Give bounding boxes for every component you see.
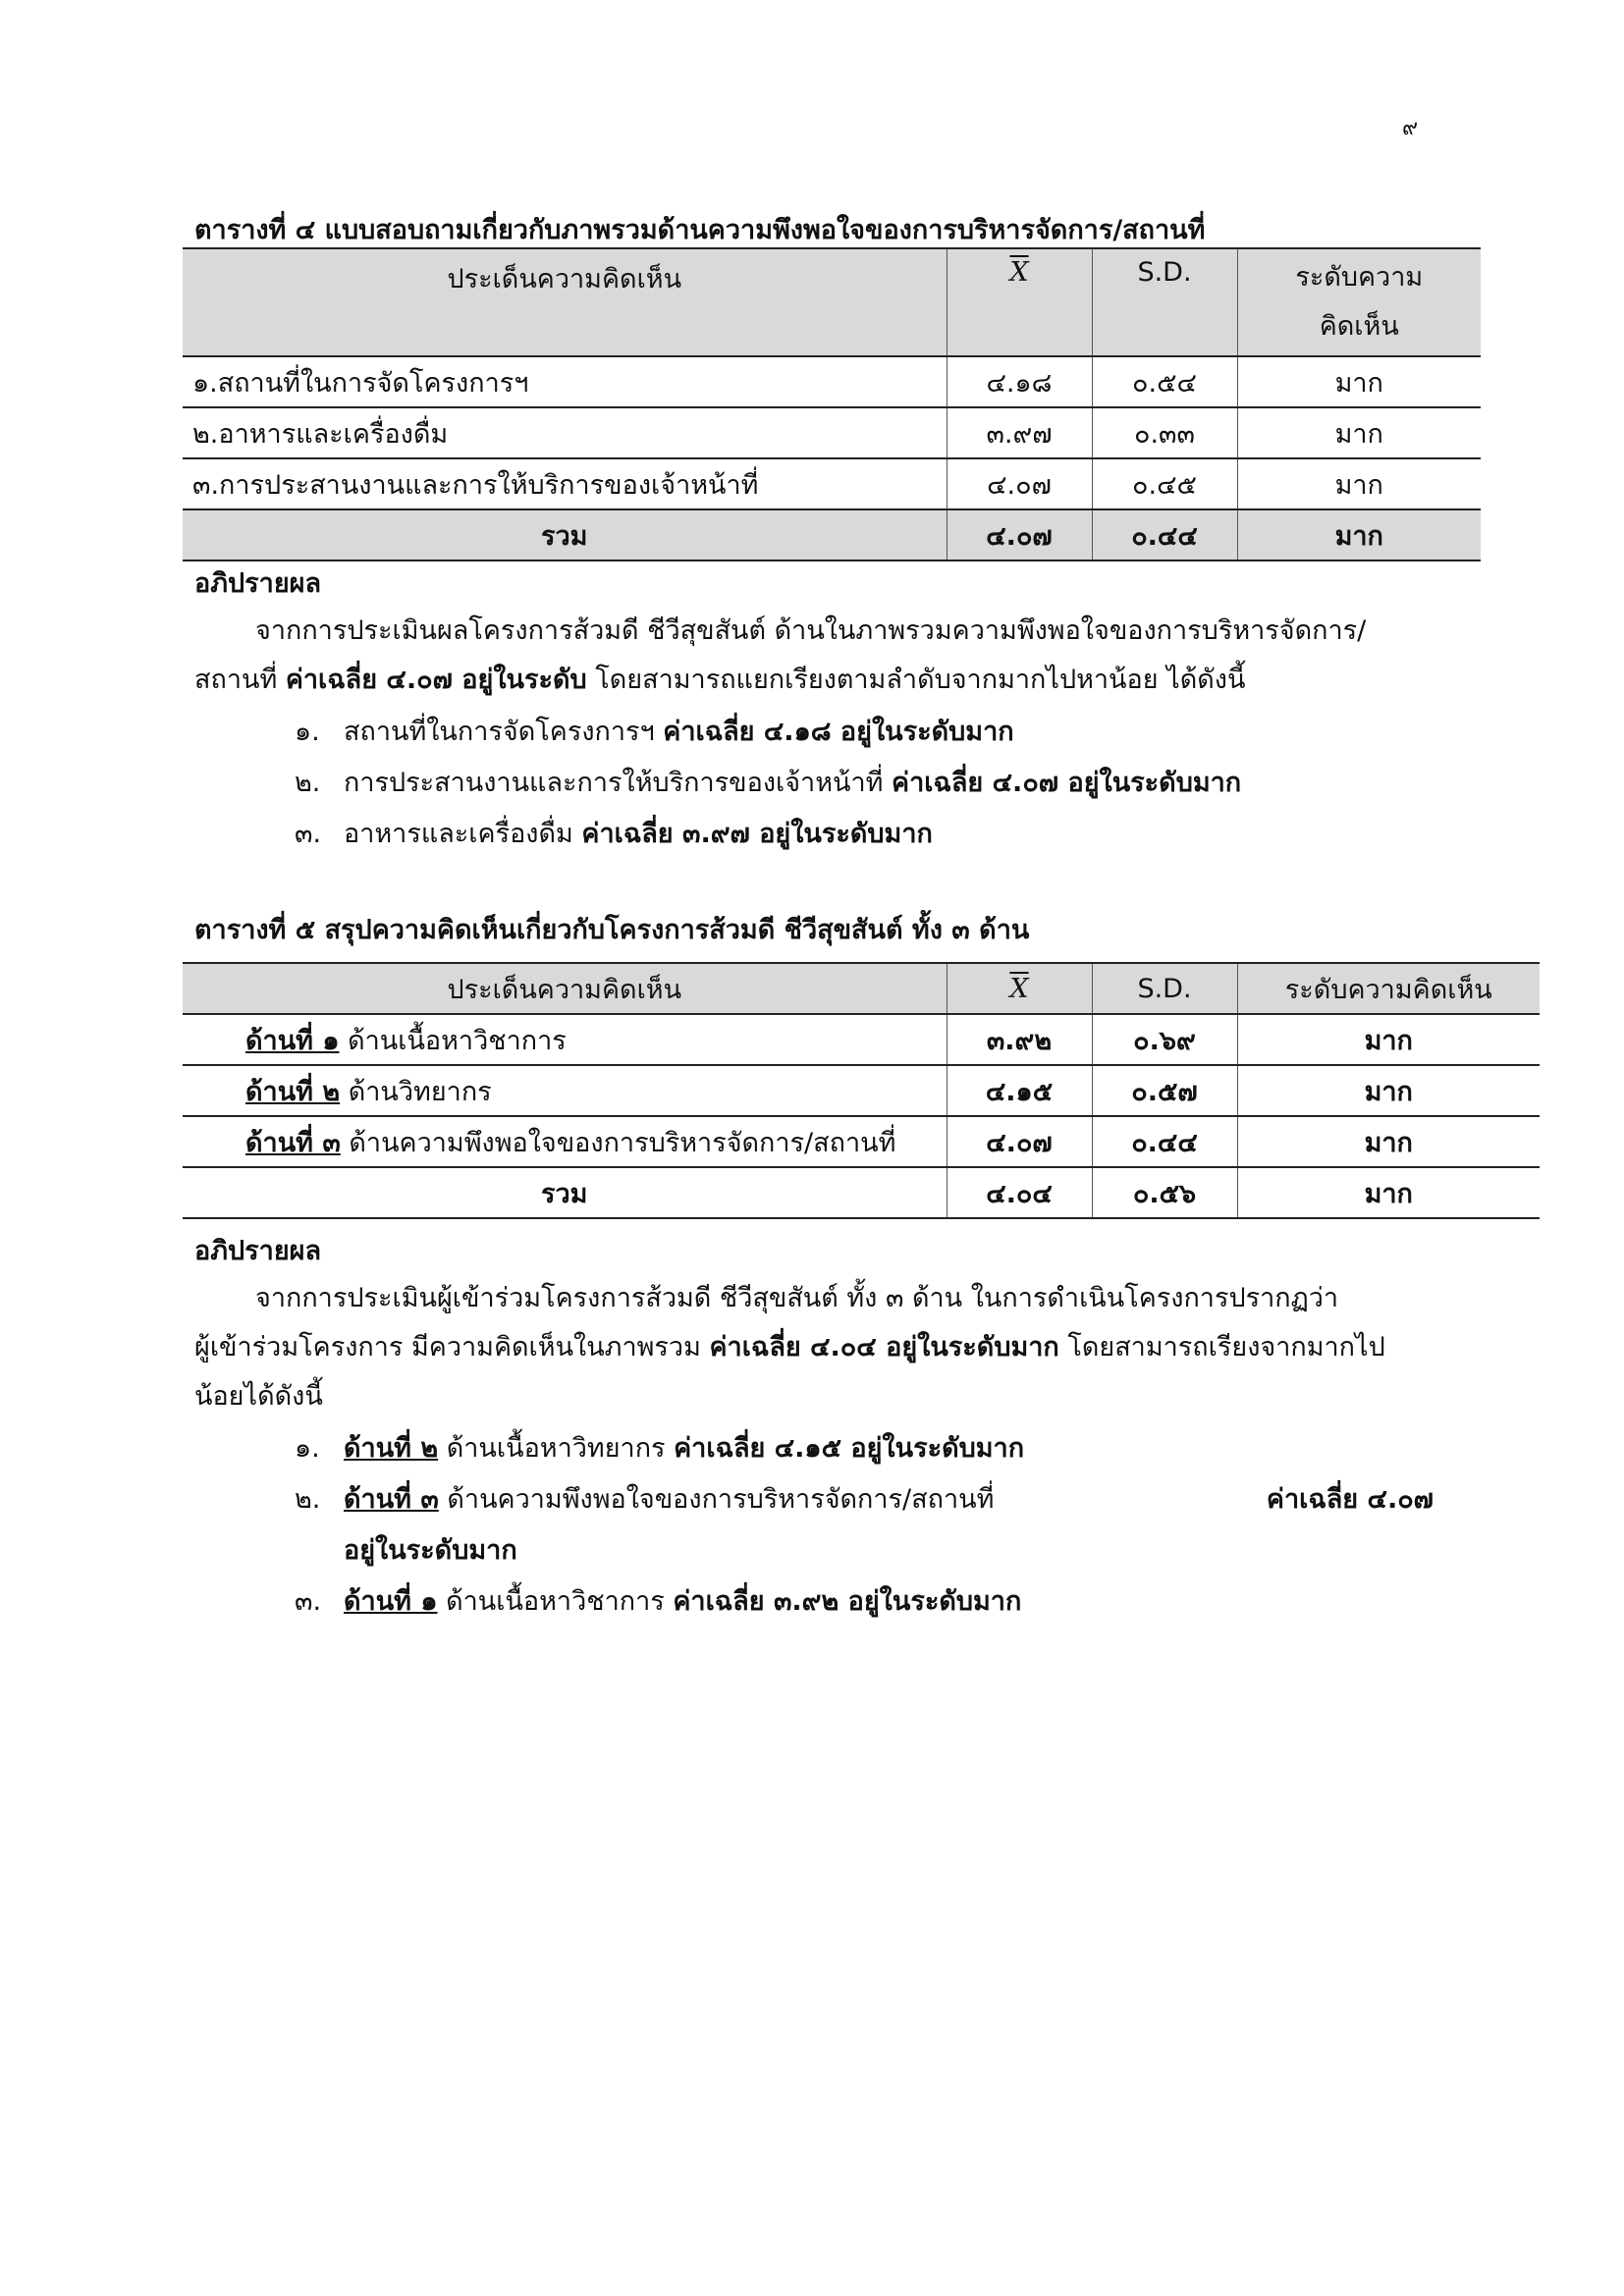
side-label: ด้านที่ ๓: [344, 1484, 439, 1515]
table4-row2-level: มาก: [1237, 407, 1481, 458]
list-number: ๒.: [295, 1484, 321, 1515]
list-number: ๓.: [295, 1586, 322, 1617]
table4-total-label: รวม: [183, 509, 947, 561]
table5-header-issue: ประเด็นความคิดเห็น: [183, 963, 947, 1014]
list-bold: ค่าเฉลี่ย ๔.๐๗: [1266, 1484, 1434, 1515]
list-text: สถานที่ในการจัดโครงการฯ: [344, 717, 664, 747]
discussion2-list: [295, 1423, 1434, 1628]
table5-header-sd: S.D.: [1092, 963, 1237, 1014]
side-label: ด้านที่ ๑: [245, 1025, 340, 1056]
table5-total-mean: ๔.๐๔: [947, 1167, 1092, 1218]
side-label: ด้านที่ ๒: [245, 1076, 341, 1107]
issue-text: ด้านความพึงพอใจของการบริหารจัดการ/สถานที่: [340, 1127, 896, 1158]
list-bold: ค่าเฉลี่ย ๓.๙๒ อยู่ในระดับมาก: [673, 1586, 1022, 1617]
list-number: ๑.: [295, 717, 320, 747]
table-row: [183, 1116, 1540, 1167]
discussion1-paragraph: [194, 607, 1434, 705]
table5-row2-mean: ๔.๑๕: [947, 1065, 1092, 1116]
list-bold: ค่าเฉลี่ย ๓.๙๗ อยู่ในระดับมาก: [581, 819, 933, 849]
mean-symbol: $\overline{X}$: [1009, 973, 1029, 1004]
table4-header-level-line2: คิดเห็น: [1319, 311, 1399, 342]
table4-row3-sd: ๐.๔๕: [1092, 458, 1237, 509]
list-item: [295, 707, 1434, 758]
table-row: [183, 407, 1481, 458]
table5-row2-sd: ๐.๕๗: [1092, 1065, 1237, 1116]
table4-row1-issue: ๑.สถานที่ในการจัดโครงการฯ: [183, 356, 947, 407]
page-number: ๙: [1402, 116, 1419, 140]
table-row: [183, 458, 1481, 509]
discussion1-para-a: จากการประเมินผลโครงการส้วมดี ชีวีสุขสันต์ ด้านในภาพรวมความพึงพอใจของการบริหารจัดการ/: [255, 615, 1367, 646]
list-bold: ค่าเฉลี่ย ๔.๑๕ อยู่ในระดับมาก: [674, 1433, 1025, 1464]
issue-text: ด้านเนื้อหาวิชาการ: [339, 1025, 567, 1056]
table4-header-level: [1237, 248, 1481, 356]
discussion2-paragraph: [194, 1274, 1434, 1421]
table5-total-sd: ๐.๕๖: [1092, 1167, 1237, 1218]
table4-total-mean: ๔.๐๗: [947, 509, 1092, 561]
table4-row2-mean: ๓.๙๗: [947, 407, 1092, 458]
table4-row1-mean: ๔.๑๘: [947, 356, 1092, 407]
table4-row3-level: มาก: [1237, 458, 1481, 509]
table4-header-row: [183, 248, 1481, 356]
table5-header-mean: [947, 963, 1092, 1014]
table5-row2-level: มาก: [1237, 1065, 1540, 1116]
side-label: ด้านที่ ๓: [245, 1127, 341, 1158]
discussion1-para-b: สถานที่: [194, 665, 286, 695]
list-bold-continued: อยู่ในระดับมาก: [344, 1535, 517, 1566]
table5-row3-sd: ๐.๔๔: [1092, 1116, 1237, 1167]
table4-row1-level: มาก: [1237, 356, 1481, 407]
list-number: ๑.: [295, 1433, 320, 1464]
list-item: [295, 1474, 1434, 1576]
list-text: ด้านเนื้อหาวิทยากร: [438, 1433, 675, 1464]
list-item: [295, 809, 1434, 860]
table4-header-sd: S.D.: [1092, 248, 1237, 356]
table-row: [183, 1014, 1540, 1065]
discussion2-heading: อภิปรายผล: [194, 1236, 322, 1266]
table5-caption: ตารางที่ ๕ สรุปความคิดเห็นเกี่ยวกับโครงการส้วมดี ชีวีสุขสันต์ ทั้ง ๓ ด้าน: [194, 915, 1030, 945]
table5-row3-issue: [183, 1116, 947, 1167]
table5-row3-mean: ๔.๐๗: [947, 1116, 1092, 1167]
table4-row1-sd: ๐.๕๔: [1092, 356, 1237, 407]
list-text: ด้านความพึงพอใจของการบริหารจัดการ/สถานที่: [438, 1484, 995, 1515]
table4-caption: ตารางที่ ๔ แบบสอบถามเกี่ยวกับภาพรวมด้านความพึงพอใจของการบริหารจัดการ/สถานที่: [194, 215, 1206, 245]
table4-row3-issue: ๓.การประสานงานและการให้บริการของเจ้าหน้าที่: [183, 458, 947, 509]
list-bold: ค่าเฉลี่ย ๔.๐๗ อยู่ในระดับมาก: [892, 768, 1242, 798]
discussion1-para-c: โดยสามารถแยกเรียงตามลำดับจากมากไปหาน้อย ได้ดังนี้: [586, 665, 1246, 695]
table4-header-mean: [947, 248, 1092, 356]
list-text: ด้านเนื้อหาวิชาการ: [437, 1586, 674, 1617]
list-text: การประสานงานและการให้บริการของเจ้าหน้าที่: [344, 768, 893, 798]
table5-header-level: ระดับความคิดเห็น: [1237, 963, 1540, 1014]
table5-total-label: รวม: [183, 1167, 947, 1218]
side-label: ด้านที่ ๑: [344, 1586, 438, 1617]
side-label: ด้านที่ ๒: [344, 1433, 439, 1464]
discussion2-para-bold: ค่าเฉลี่ย ๔.๐๔ อยู่ในระดับมาก: [709, 1332, 1059, 1362]
table4-row2-sd: ๐.๓๓: [1092, 407, 1237, 458]
table4-row3-mean: ๔.๐๗: [947, 458, 1092, 509]
discussion1-list: [295, 707, 1434, 860]
table-row: [183, 356, 1481, 407]
discussion2-para-d: น้อยได้ดังนี้: [194, 1381, 323, 1412]
discussion1-para-bold: ค่าเฉลี่ย ๔.๐๗ อยู่ในระดับ: [285, 665, 587, 695]
table4: [183, 247, 1481, 561]
table5-total-row: [183, 1167, 1540, 1218]
table5: [183, 962, 1540, 1219]
table5-row2-issue: [183, 1065, 947, 1116]
list-number: ๒.: [295, 768, 321, 798]
discussion2-para-c: โดยสามารถเรียงจากมากไป: [1058, 1332, 1385, 1362]
table5-row3-level: มาก: [1237, 1116, 1540, 1167]
table5-row1-mean: ๓.๙๒: [947, 1014, 1092, 1065]
table4-row2-issue: ๒.อาหารและเครื่องดื่ม: [183, 407, 947, 458]
list-number: ๓.: [295, 819, 322, 849]
issue-text: ด้านวิทยากร: [340, 1076, 492, 1107]
table4-header-issue: ประเด็นความคิดเห็น: [183, 248, 947, 356]
list-item: [295, 758, 1434, 809]
discussion2-para-b: ผู้เข้าร่วมโครงการ มีความคิดเห็นในภาพรวม: [194, 1332, 710, 1362]
table4-total-level: มาก: [1237, 509, 1481, 561]
discussion1-heading: อภิปรายผล: [194, 568, 322, 599]
list-item: [295, 1423, 1434, 1474]
table5-header-row: [183, 963, 1540, 1014]
list-bold: ค่าเฉลี่ย ๔.๑๘ อยู่ในระดับมาก: [663, 717, 1014, 747]
table5-row1-level: มาก: [1237, 1014, 1540, 1065]
table-row: [183, 1065, 1540, 1116]
table4-header-level-line1: ระดับความ: [1295, 262, 1424, 293]
discussion2-para-a: จากการประเมินผู้เข้าร่วมโครงการส้วมดี ชีวีสุขสันต์ ทั้ง ๓ ด้าน ในการดำเนินโครงการปรากฏว่า: [255, 1283, 1339, 1313]
table5-row1-sd: ๐.๖๙: [1092, 1014, 1237, 1065]
table4-total-row: [183, 509, 1481, 561]
table4-total-sd: ๐.๔๔: [1092, 509, 1237, 561]
mean-symbol: $\overline{X}$: [1009, 257, 1029, 288]
table5-total-level: มาก: [1237, 1167, 1540, 1218]
table5-row1-issue: [183, 1014, 947, 1065]
list-item: [295, 1576, 1434, 1628]
list-text: อาหารและเครื่องดื่ม: [344, 819, 582, 849]
